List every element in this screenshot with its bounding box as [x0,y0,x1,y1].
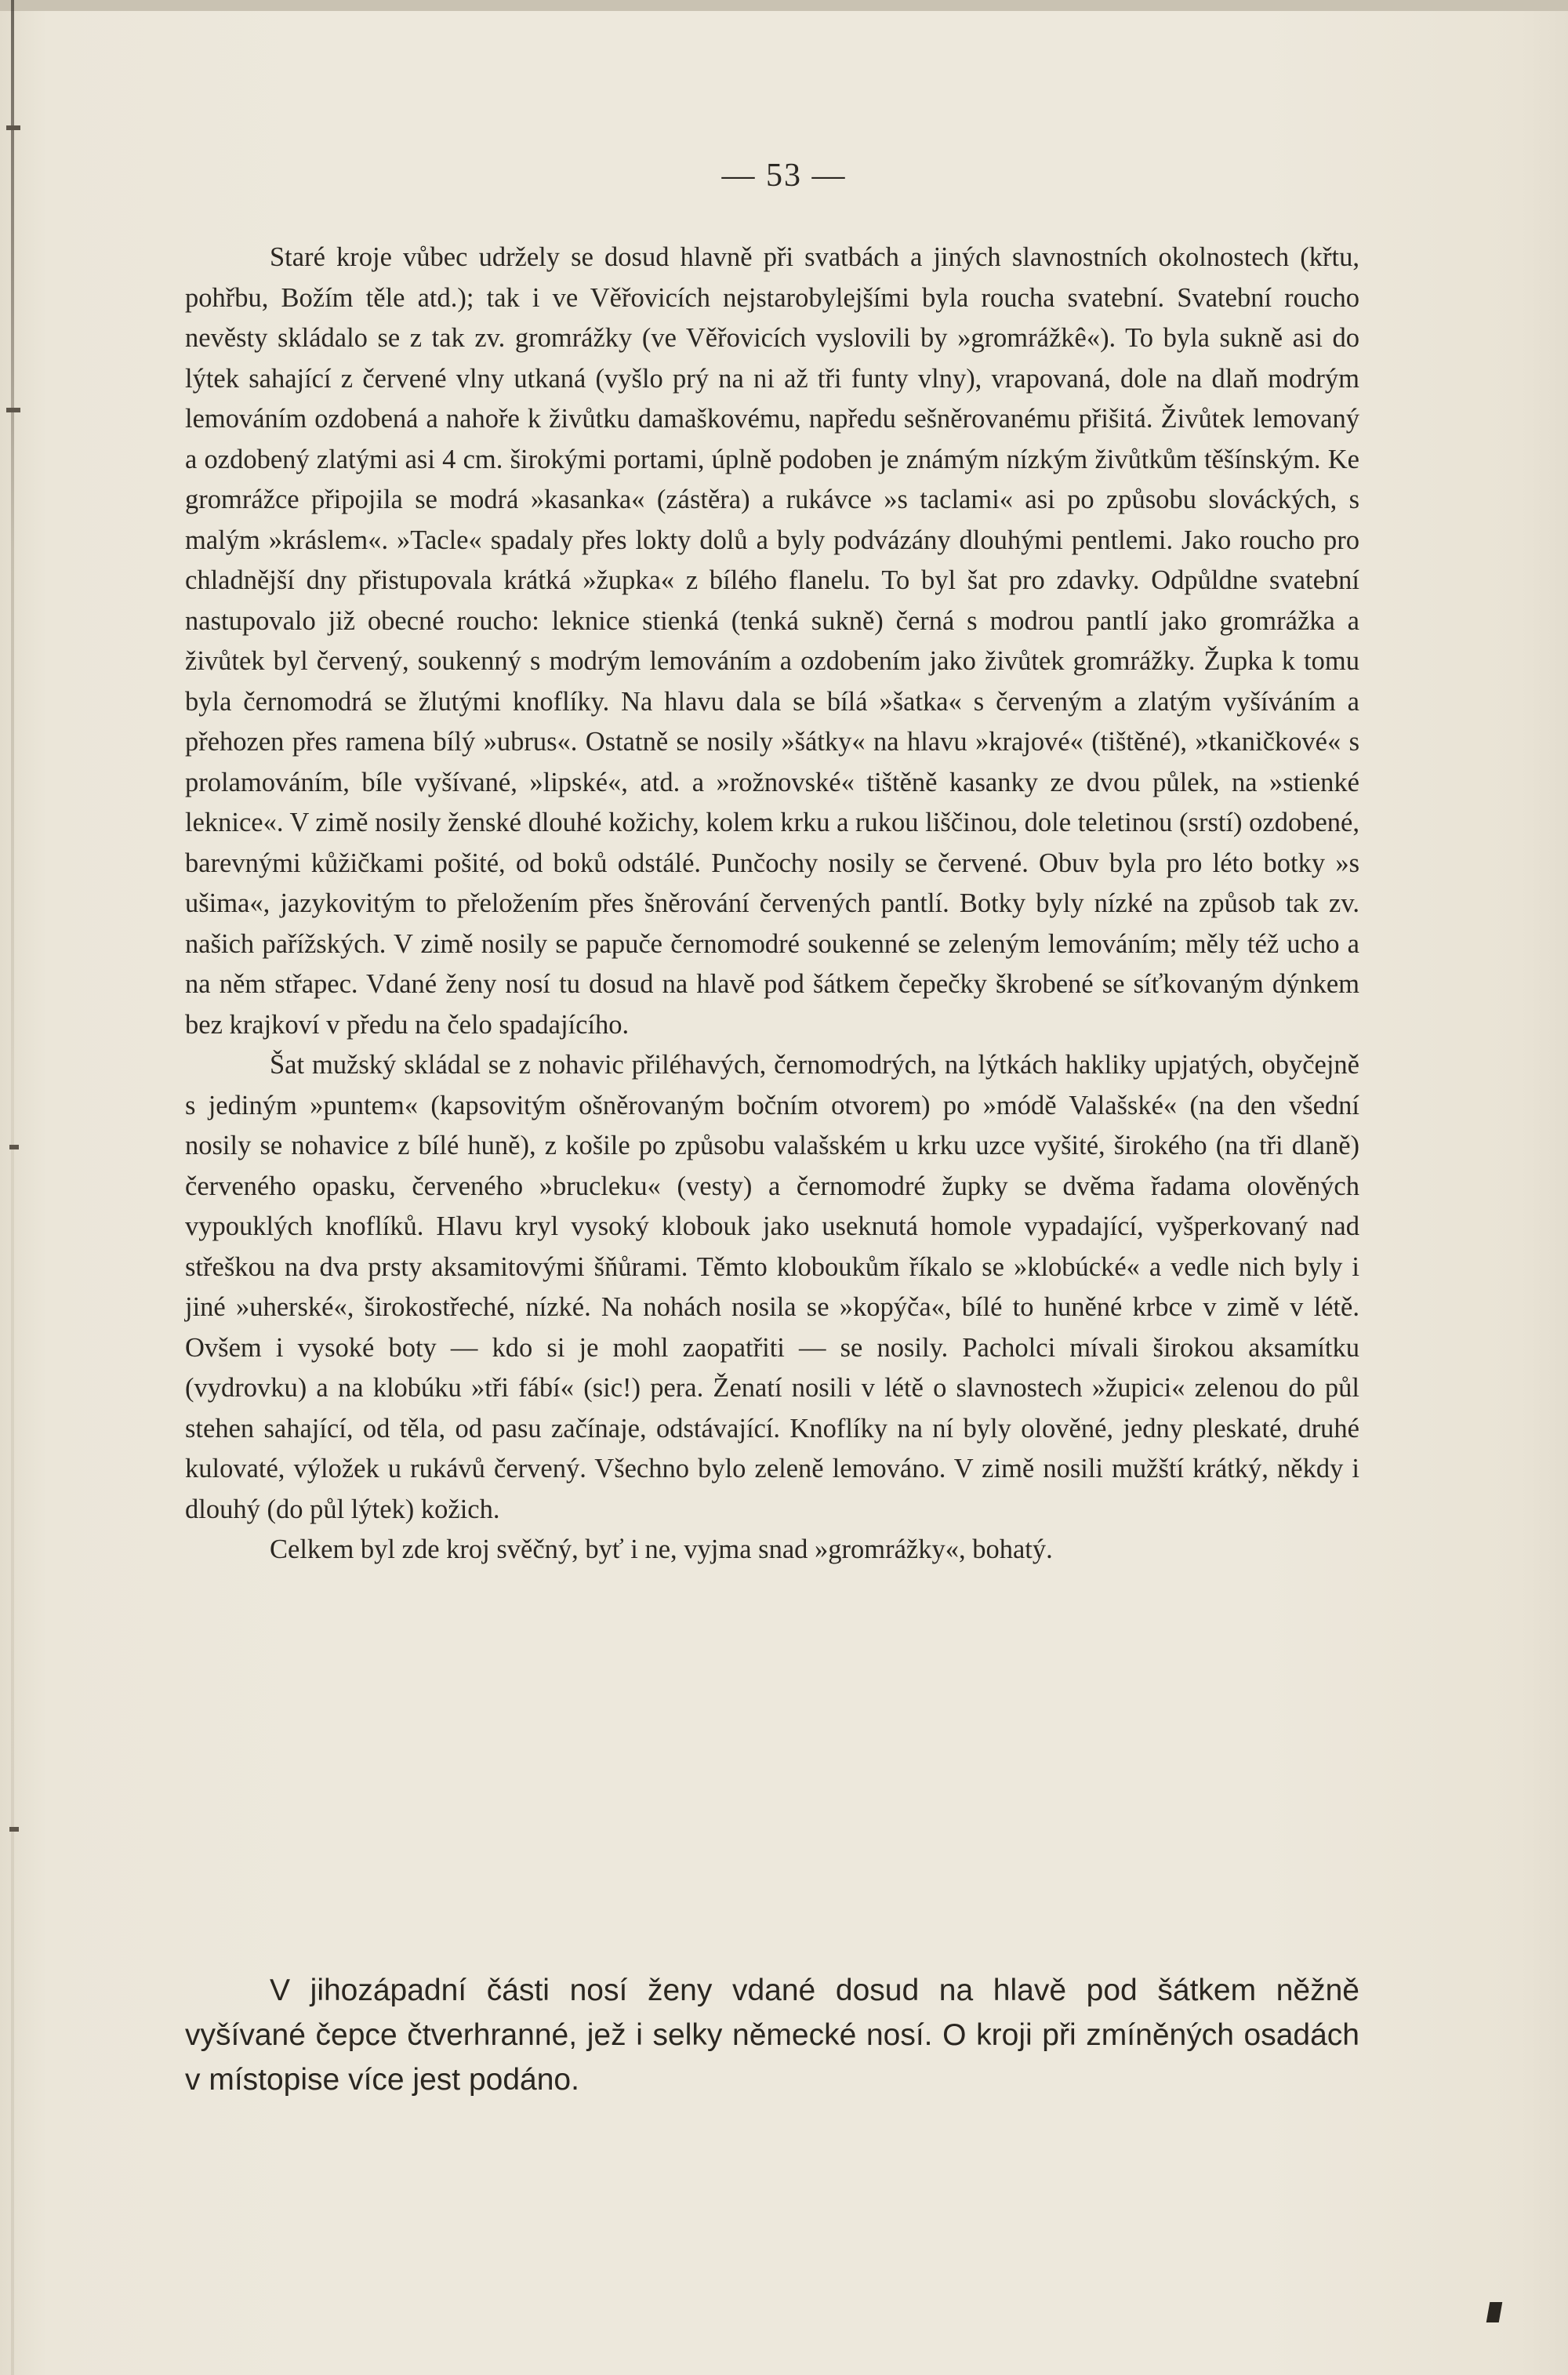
corner-mark [1486,2302,1503,2322]
paragraph-womens-costume: Staré kroje vůbec udržely se dosud hlavně při svatbách a jiných slavnostních okolnostech (křtu, pohřbu, Božím těle atd.); tak i ve Věřovicích nejstarobylejšími byla roucha svatební. Svatební roucho nevěsty skládalo se z tak zv. gromrážky (ve Věřovicích vyslovili by »gromrážkê«). To byla sukně asi do lýtek sahající z červené vlny utkaná (vyšlo prý na ni až tři funty vlny), vrapovaná, dole na dlaň modrým lemováním ozdobená a nahoře k živůtku damaškovému, napředu sešněrovanému přišitá. Živůtek lemovaný a ozdobený zlatými asi 4 cm. širokými portami, úplně podoben je známým nízkým živůtkům těšínským. Ke gromrážce připojila se modrá »kasanka« (zástěra) a rukávce »s taclami« asi po způsobu slováckých, s malým »kráslem«. »Tacle« spadaly přes lokty dolů a byly podvázány dlouhými pentlemi. Jako roucho pro chladnější dny přistupovala krátká »župka« z bílého flanelu. To byl šat pro zdavky. Odpůldne svatební nastupovalo již obecné roucho: leknice stienká (tenká sukně) černá s modrou pantlí jako gromrážka a živůtek byl červený, soukenný s modrým lemováním a ozdobením jako živůtek gromrážky. Župka k tomu byla černomodrá se žlutými knoflíky. Na hlavu dala se bílá »šatka« s červeným a zlatým vyšíváním a přehozen přes ramena bílý »ubrus«. Ostatně se nosily »šátky« na hlavu »krajové« (tištěné), »tkaničkové« s prolamováním, bíle vyšívané, »lipské«, atd. a »rožnovské« tištěně kasanky ze dvou půlek, na »stienké leknice«. V zimě nosily ženské dlouhé kožichy, kolem krku a rukou liščinou, dole teletinou (srstí) ozdobené, barevnými kůžičkami pošité, od boků odstálé. Punčochy nosily se červené. Obuv byla pro léto botky »s ušima«, jazykovitým to přeložením přes šněrování červených pantlí. Botky byly nízké na způsob tak zv. našich pařížských. V zimě nosily se papuče černomodré soukenné se zeleným lemováním; měly též ucho a na něm střapec. Vdané ženy nosí tu dosud na hlavě pod šátkem čepečky škrobené se síťkovaným dýnkem bez krajkoví v předu na čelo spadajícího. [185,242,1359,1040]
page-number: — 53 — [721,158,847,194]
binding-edge [11,0,14,2375]
paragraph-mens-costume: Šat mužský skládal se z nohavic přiléhavých, černomodrých, na lýtkách hakliky upjatých, obyčejně s jediným »puntem« (kapsovitým ošněrovaným bočním otvorem) po »módě Valašské« (na den všední nosily se nohavice z bílé huně), z košile po způsobu valašském u krku uzce vyšité, širokého (na tři dlaně) červeného opasku, červeného »brucleku« (vesty) a černomodré župky se dvěma řadama olověných vypouklých knoflíků. Hlavu kryl vysoký klobouk jako useknutá homole vypadající, vyšperkovaný nad střeškou na dva prsty aksamitovými šňůrami. Těmto kloboukům říkalo se »klobúcké« a vedle nich byly i jiné »uherské«, širokostřeché, nízké. Na nohách nosila se »kopýča«, bílé to huněné krbce v zimě v létě. Ovšem i vysoké boty — kdo si je mohl zaopatřiti — se nosily. Pacholci mívali širokou aksamítku (vydrovku) a na klobúku »tři fábí« (sic!) pera. Ženatí nosili v létě o slavnostech »župici« zelenou do půl stehen sahající, od těla, od pasu začínaje, odstávající. Knoflíky na ní byly olověné, jedny pleskaté, druhé kulovaté, výložek u rukávů červený. Všechno bylo zeleně lemováno. V zimě nosili mužští krátký, někdy i dlouhý (do půl lýtek) kožich. [185,1050,1359,1524]
margin-mark [9,1145,19,1149]
body-text [185,238,1359,1571]
paragraph-summary: Celkem byl zde kroj svěčný, byť i ne, vyjma snad »gromrážky«, bohatý. [270,1534,1053,1564]
margin-mark [6,408,20,412]
margin-mark [6,125,20,130]
margin-mark [9,1827,19,1832]
paragraph-southwest-note: V jihozápadní části nosí ženy vdané dosud na hlavě pod šátkem něžně vyšívané čepce čtverhranné, jež i selky německé nosí. O kroji při zmíněných osadách v místopise více jest podáno. [185,1974,1359,2097]
page-top-edge [0,0,1568,11]
